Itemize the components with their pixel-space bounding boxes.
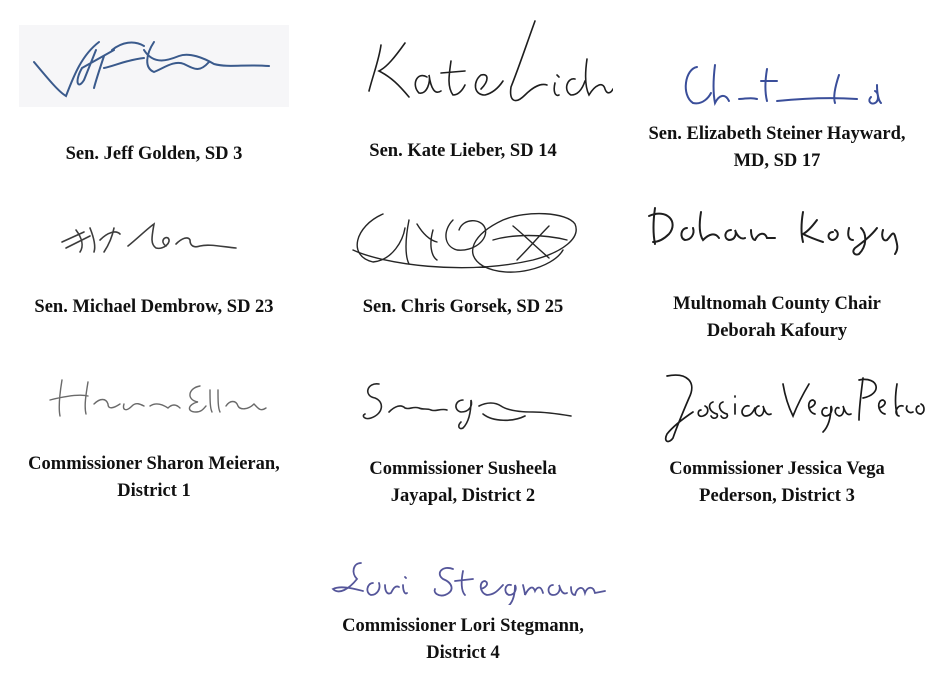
caption-stegmann (313, 613, 613, 667)
caption-line: Commissioner Sharon Meieran, (28, 454, 280, 474)
caption-line: MD, SD 17 (733, 151, 821, 171)
caption-line: District 4 (426, 643, 500, 663)
caption-jayapal (313, 456, 613, 510)
signature-block-meieran (4, 372, 304, 512)
caption-line: Commissioner Lori Stegmann, (342, 616, 584, 636)
caption-line: Sen. Jeff Golden, SD 3 (65, 144, 243, 164)
signature-golden (4, 20, 304, 115)
caption-vega-pederson (627, 456, 927, 510)
signature-meieran (4, 372, 304, 422)
signature-block-stegmann (313, 555, 613, 675)
signature-kafoury (627, 198, 927, 258)
caption-line: Commissioner Jessica Vega (669, 459, 885, 479)
caption-lieber (313, 138, 613, 165)
caption-line: Sen. Chris Gorsek, SD 25 (362, 297, 564, 317)
caption-line: Sen. Kate Lieber, SD 14 (369, 141, 557, 161)
signature-vega-pederson (627, 366, 927, 446)
caption-gorsek (313, 294, 613, 321)
caption-line: Sen. Elizabeth Steiner Hayward, (648, 124, 906, 144)
caption-golden (4, 141, 304, 168)
signature-gorsek (313, 200, 613, 280)
caption-line: Jayapal, District 2 (390, 486, 536, 506)
caption-line: District 1 (117, 481, 191, 501)
signature-dembrow (4, 210, 304, 260)
signature-steiner-hayward (627, 55, 927, 115)
caption-kafoury (627, 291, 927, 345)
signature-stegmann (313, 555, 613, 605)
signature-block-jayapal (313, 372, 613, 512)
signature-block-vega-pederson (627, 366, 927, 512)
signature-block-dembrow (4, 210, 304, 330)
caption-line: Multnomah County Chair (673, 294, 881, 314)
signature-block-steiner-hayward (627, 55, 927, 185)
signature-block-golden (4, 20, 304, 170)
caption-line: Deborah Kafoury (706, 321, 848, 341)
signature-lieber (313, 15, 613, 115)
caption-dembrow (4, 294, 304, 321)
signature-block-gorsek (313, 200, 613, 330)
signature-jayapal (313, 372, 613, 432)
signature-block-kafoury (627, 198, 927, 348)
caption-line: Pederson, District 3 (699, 486, 855, 506)
caption-line: Commissioner Susheela (369, 459, 557, 479)
caption-line: Sen. Michael Dembrow, SD 23 (34, 297, 274, 317)
caption-steiner-hayward (627, 121, 927, 175)
caption-meieran (4, 451, 304, 505)
signature-block-lieber (313, 15, 613, 165)
